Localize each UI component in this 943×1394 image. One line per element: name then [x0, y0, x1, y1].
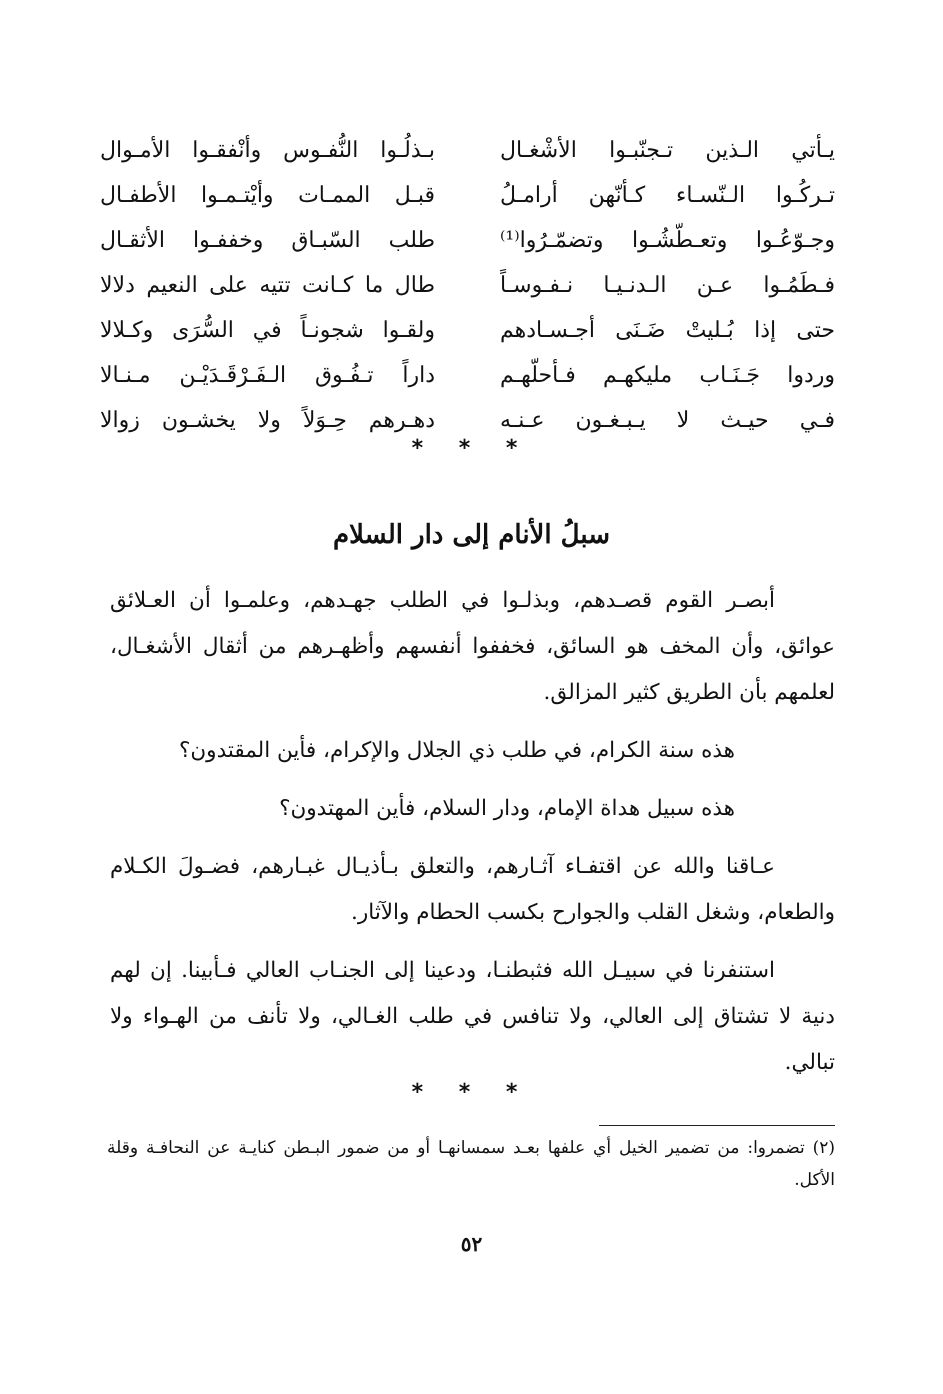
verse-hemistich: يـأتي الـذين تـجنّبـوا الأشْغـال: [500, 138, 835, 163]
footnote-divider: [599, 1125, 835, 1126]
section-separator: * * *: [411, 436, 532, 461]
paragraph: استنفرنا في سبيـل الله فثبطنـا، ودعينا إلى الجنـاب العالي فـأبينا. إن لهم دنية لا تشتاق إلى العالي، ولا تنافس في طلب الغـالي، ولا تأنف من الهـواء ولا تبالي.: [110, 958, 835, 1075]
verse-hemistich: طلب السّبـاق وخففـوا الأثقـال: [100, 228, 435, 253]
section-title: سبلُ الأنام إلى دار السلام: [333, 520, 610, 550]
section-body: [110, 578, 835, 1098]
footnote: (٢) تضمروا: من تضمير الخيل أي علفها بعـد سمسانهـا أو من ضمور البـطن كنايـة عن النحافـة وقلة الأكل.: [107, 1138, 835, 1190]
paragraph: هذه سبيل هداة الإمام، ودار السلام، فأين المهتدون؟: [279, 796, 735, 821]
section-separator: * * *: [411, 1080, 532, 1105]
paragraph: عـاقنا والله عن اقتفـاء آثـارهم، والتعلق بـأذيـال غبـارهم، فضـولَ الكـلام والطعام، وشغل القلب والجوارح بكسب الحطام والآثار.: [110, 854, 835, 925]
poem: [100, 128, 835, 433]
paragraph: هذه سنة الكرام، في طلب ذي الجلال والإكرام، فأين المقتدون؟: [178, 738, 735, 763]
verse-hemistich: بـذلُـوا النُّفـوس وأنْفقـوا الأمـوال: [100, 138, 435, 163]
verse-hemistich: فـطَمُـوا عـن الـدنـيـا نـفـوسـاً: [500, 273, 835, 298]
verse-hemistich: تـركُـوا الـنّسـاء كـأنّهن أرامـلُ: [500, 183, 835, 208]
poem-left-column: [100, 128, 435, 443]
verse-hemistich: فـي حيـث لا يـبـغـون عـنـه: [500, 408, 835, 433]
verse-hemistich: وردوا جَـنَـاب مليكهـم فـأحلّهـم: [500, 363, 835, 388]
verse-hemistich: قبـل الممـات وأيْتـمـوا الأطفـال: [100, 183, 435, 208]
verse-hemistich: طال ما كـانت تتيه على النعيم دلالا: [100, 273, 435, 298]
verse-hemistich: داراً تـفُـوق الـفَـرْقَـدَيْـن مـنـالا: [100, 363, 435, 388]
verse-hemistich: وجـوّعُـوا وتعـطّشُـوا وتضمّـرُوا⁽¹⁾: [500, 228, 835, 253]
verse-hemistich: دهـرهم حِـوَلاً ولا يخشـون زوالا: [100, 408, 435, 433]
paragraph: أبصـر القوم قصـدهم، وبذلـوا في الطلب جهـدهم، وعلمـوا أن العـلائق عوائق، وأن المخف هو السائق، فخففوا أنفسهم وأظهـرهم من أثقال الأشغـال، لعلمهم بأن الطريق كثير المزالق.: [110, 588, 835, 705]
page-number: ٥٢: [460, 1232, 483, 1256]
verse-hemistich: ولقـوا شجونـاً في السُّرَى وكـلالا: [100, 318, 435, 343]
verse-hemistich: حتى إذا بُـليتْ ضَـنَى أجـسـادهم: [500, 318, 835, 343]
poem-right-column: [500, 128, 835, 443]
